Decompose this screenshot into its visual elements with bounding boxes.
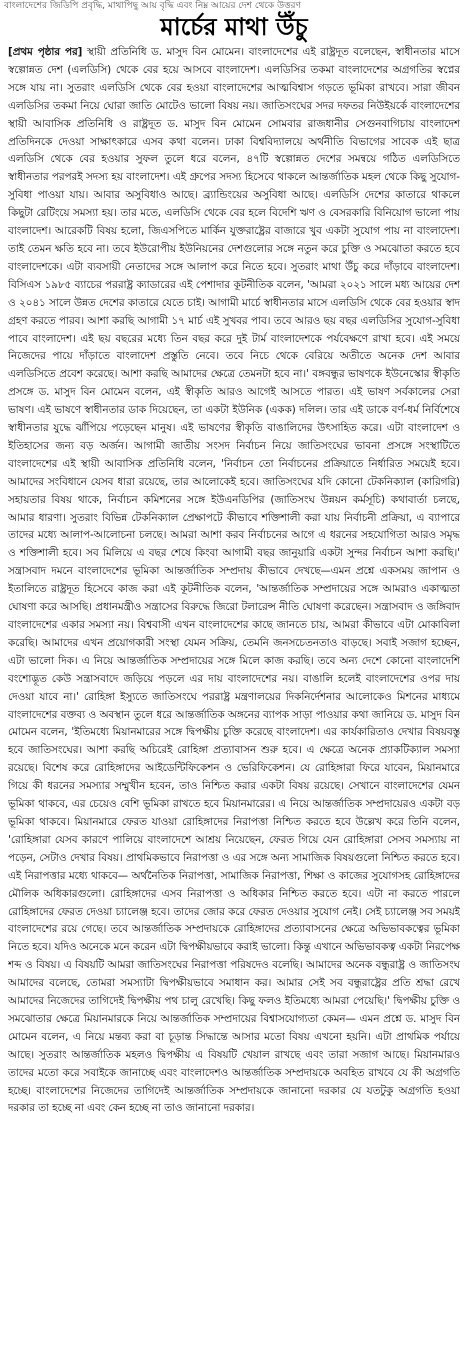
previous-column-text: বাংলাদেশের জিডিপি প্রবৃদ্ধি, মাথাপিছু আয় বৃদ্ধি এবং নিম্ন আয়ের দেশ থেকে উত্তরণ xyxy=(4,1,301,11)
article-headline: মার্চের মাথা উঁচু xyxy=(160,13,308,41)
page-continuation-tag: [প্রথম পৃষ্ঠার পর] xyxy=(8,46,83,58)
article-body xyxy=(8,44,460,1360)
article-paragraph xyxy=(8,44,460,1118)
article-body-text: স্থায়ী প্রতিনিধি ড. মাসুদ বিন মোমেন। বাংলাদেশের এই রাষ্ট্রদূত বলেছেন, স্বাধীনতার মাসে স্বল্পোন্নত দেশ (এলডিসি) থেকে বের হয়ে আসবে বাংলাদেশ। এলডিসির তকমা বাংলাদেশের অগ্রগতির স্বপ্নের সঙ্গে যায় না। সুতরাং এলডিসি থেকে বের হওয়া বাংলাদেশের আত্মবিশ্বাস গড়তে ভূমিকা রাখবে। সারা জীবন এলডিসির তকমা নিয়ে ঘোরা জাতি মোটেও ভালো বিষয় নয়। জাতিসংঘের সদর দফতর নিউইয়র্কে বাংলাদেশের স্থায়ী আবাসিক প্রতিনিধি ও রাষ্ট্রদূত ড. মাসুদ বিন মোমেন সোমবার রাজধানীর সেগুনবাগিচায় বাংলাদেশ প্রতিদিনকে দেওয়া সাক্ষাৎকারে এসব কথা বলেন। ঢাকা বিশ্ববিদ্যালয়ে অর্থনীতি বিভাগের সাবেক এই ছাত্র এলডিসি থেকে বের হওয়ার সুফল তুলে ধরে বলেন, ৪৭টি স্বল্পোন্নত দেশের সমন্বয়ে গঠিত এলডিসিতে স্বাধীনতার পরপরই সদস্য হয় বাংলাদেশ। এই গ্রুপের সদস্য হিসেবে থাকলে আন্তর্জাতিক মহল থেকে কিছু সুযোগ-সুবিধা পাওয়া যায়। আবার অসুবিধাও আছে। ব্র্যান্ডিংয়ের অসুবিধা আছে। এলডিসি দেশের কাতারে থাকলে কিছুটা রেটিংয়ে সমস্যা হয়। তার মতে, এলডিসি থেকে বের হলে বিদেশি ঋণ ও বেসরকারি বিনিয়োগ ভালো পায় বাংলাদেশ। আরেকটি বিষয় হলো, জিএসপিতে মার্কিন যুক্তরাষ্ট্রের বাজারে খুব একটা সুযোগ পায় না বাংলাদেশ। তাই তেমন ক্ষতি হবে না। তবে ইউরোপীয় ইউনিয়নের দেশগুলোর সঙ্গে নতুন করে চুক্তি ও সমঝোতা করতে হবে বাংলাদেশকে। এটা ব্যবসায়ী নেতাদের সঙ্গে আলাপ করে নিতে হবে। সুতরাং মাথা উঁচু করে দাঁড়াবে বাংলাদেশ। বিসিএস ১৯৮৫ ব্যাচের পররাষ্ট্র ক্যাডারের এই পেশাদার কূটনীতিক বলেন, 'আমরা ২০২১ সালে মধ্য আয়ের দেশ ও ২০৪১ সালে উন্নত দেশের কাতারে যেতে চাই। আগামী মার্চে স্বাধীনতার মাসে এলডিসি থেকে বের হওয়ার স্বাদ গ্রহণ করতে পারব। আশা করছি আগামী ১৭ মার্চ এই সুখবর পাব। তবে আরও ছয় বছর এলডিসির সুযোগ-সুবিধা পাবে বাংলাদেশ। এই ছয় বছরের মধ্যে তিন বছর করে দুই টার্ম বাংলাদেশকে পর্যবেক্ষণে রাখা হবে। এই সময়ে নিজেদের পায়ে দাঁড়াতে বাংলাদেশ প্রস্তুতি নেবে। তবে নিচে থেকে বেরিয়ে অতীতে অনেক দেশ আবার এলডিসিতে প্রবেশ করেছে। আশা করছি আমাদের ক্ষেত্রে তেমনটা হবে না।' বঙ্গবন্ধুর ভাষণকে ইউনেস্কোর স্বীকৃতি প্রসঙ্গে ড. মাসুদ বিন মোমেন বলেন, এই স্বীকৃতি আরও আগেই আসতে পারত। এই ভাষণ সর্বকালের সেরা ভাষণ। এই ভাষণে স্বাধীনতার ডাক দিয়েছেন, তা একটা ইউনিক (একক) দলিল। তার এই ডাকে বর্ণ-ধর্ম নির্বিশেষে স্বাধীনতার যুদ্ধে ঝাঁপিয়ে পড়েছেন মানুষ। এই ভাষণের স্বীকৃতি বাঙালিদের উৎসাহিত করে। এটা বাংলাদেশ ও ইতিহাসের জন্য বড় অর্জন। আগামী জাতীয় সংসদ নির্বাচন নিয়ে জাতিসংঘের ভাবনা প্রসঙ্গে সংস্থাটিতে বাংলাদেশের এই স্থায়ী আবাসিক প্রতিনিধি বলেন, 'নির্বাচন তো নির্বাচনের প্রক্রিয়াতে নির্ধারিত সময়েই হবে। আমাদের সংবিধানে যেসব ধারা রয়েছে, তার আলোকেই হবে। জাতিসংঘের যদি কোনো টেকনিক্যাল (কারিগরি) সহায়তার বিষয় থাকে, নির্বাচন কমিশনের সঙ্গে ইউএনডিপির (জাতিসংঘ উন্নয়ন কর্মসূচি) কথাবার্তা চলছে, আমার ধারণা। সুতরাং বিভিন্ন টেকনিক্যাল প্রেক্ষাপটে কীভাবে শক্তিশালী করা যায় নির্বাচনী প্রক্রিয়া, এ ব্যাপারে তাদের মধ্যে আলাপ-আলোচনা চলছে। আমরা আশা করব নির্বাচনের আগে এ ধরনের সহযোগিতা আরও সমৃদ্ধ ও শক্তিশালী হবে। সব মিলিয়ে এ বছর শেষে কিংবা আগামী বছর জানুয়ারি একটা সুন্দর নির্বাচন আশা করছি।' সন্ত্রাসবাদ দমনে বাংলাদেশের ভূমিকা আন্তর্জাতিক সম্প্রদায় কীভাবে দেখছে—এমন প্রশ্নে একসময় জাপান ও ইতালিতে রাষ্ট্রদূত হিসেবে কাজ করা এই কূটনীতিক বলেন, 'আন্তর্জাতিক সম্প্রদায়ের সঙ্গে আমরাও একাত্মতা ঘোষণা করে আসছি। প্রধানমন্ত্রীও সন্ত্রাসের বিরুদ্ধে জিরো টলারেন্স নীতি ঘোষণা করেছেন। সন্ত্রাসবাদ ও জঙ্গিবাদ বাংলাদেশের একার সমস্যা নয়। বিশ্ববাসী এখন বাংলাদেশের কাছে জানতে চায়, আমরা কীভাবে এটা মোকাবিলা করেছি। আমাদের এখন প্রয়োগকারী সংস্থা যেমন সক্রিয়, তেমনি জনসচেতনতাও বাড়ছে। সবাই সজাগ হচ্ছেন, এটা ভালো দিক। এ নিয়ে আন্তর্জাতিক সম্প্রদায়ের সঙ্গে মিলে কাজ করছি। তবে অন্য দেশে কোনো বাংলাদেশি বংশোদ্ভূত কেউ সন্ত্রাসবাদে জড়িয়ে পড়লে এর দায় বাংলাদেশের নয়। বাঙালি হলেই বাংলাদেশের ওপর দায় দেওয়া যাবে না।' রোহিঙ্গা ইস্যুতে জাতিসংঘে পররাষ্ট্র মন্ত্রণালয়ের দিকনির্দেশনার আলোকেও মিশনের মাধ্যমে বাংলাদেশের বক্তব্য ও অবস্থান তুলে ধরে আন্তর্জাতিক অঙ্গনের ব্যাপক সাড়া পাওয়ার কথা জানিয়ে ড. মাসুদ বিন মোমেন বলেন, 'ইতিমধ্যে মিয়ানমারের সঙ্গে দ্বিপক্ষীয় চুক্তি করেছে বাংলাদেশ। এর কার্যকারিতাও দেখার বিষয়বস্তু হবে জাতিসংঘের। আশা করছি অচিরেই রোহিঙ্গা প্রত্যাবাসন শুরু হবে। এ ক্ষেত্রে অনেক প্র্যাকটিক্যাল সমস্যা রয়েছে। বিশেষ করে রোহিঙ্গাদের আইডেন্টিফিকেশন ও ভেরিফিকেশন। যে রোহিঙ্গারা ফিরে যাবেন, মিয়ানমারে গিয়ে কী ধরনের সমস্যার সম্মুখীন হবেন, তাও নিশ্চিত করার একটা বিষয় রয়েছে। সেখানে বাংলাদেশের যেমন ভূমিকা থাকবে, এর চেয়েও বেশি ভূমিকা রাখতে হবে মিয়ানমারের। এ নিয়ে আন্তর্জাতিক সম্প্রদায়েরও একটা বড় ভূমিকা থাকবে। মিয়ানমারে ফেরত যাওয়া রোহিঙ্গাদের নিরাপত্তা নিশ্চিত করতে হবে উল্লেখ করে তিনি বলেন, 'রোহিঙ্গারা যেসব কারণে পালিয়ে বাংলাদেশে আশ্রয় নিয়েছেন, ফেরত গিয়ে যেন রোহিঙ্গারা সেসব সমস্যায় না পড়েন, সেটাও দেখার বিষয়। প্রাথমিকভাবে নিরাপত্তা ও এর সঙ্গে অন্য সামাজিক বিষয়গুলো নিশ্চিত করতে হবে। এই নিরাপত্তার মধ্যে থাকবে— অর্থনৈতিক নিরাপত্তা, সামাজিক নিরাপত্তা, শিক্ষা ও কাজের সুযোগসহ রোহিঙ্গাদের মৌলিক অধিকারগুলো। রোহিঙ্গাদের এসব নিরাপত্তা ও অধিকার নিশ্চিত করতে হবে। এটা না করতে পারলে রোহিঙ্গাদের ফেরত দেওয়া চ্যালেঞ্জ হবে। তাদের জোর করে ফেরত দেওয়ার সুযোগ নেই। সেই চ্যালেঞ্জ সব সময়ই বাংলাদেশের রয়ে গেছে। তবে আন্তর্জাতিক সম্প্রদায়কে রোহিঙ্গাদের প্রত্যাবাসনের ক্ষেত্রে অভিভাবকত্বের ভূমিকা নিতে হবে। যদিও অনেকে মনে করেন এটা দ্বিপক্ষীয়ভাবে করাই ভালো। কিন্তু এখানে অভিভাবকত্ব একটা নিরপেক্ষ শব্দ ও বিষয়। এ বিষয়টি আমরা জাতিসংঘের নিরাপত্তা পরিষদেও বলেছি। আমাদের অনেক বন্ধুরাষ্ট্র ও জাতিসংঘ আমাদের বলেছে, তোমরা সমস্যাটা দ্বিপক্ষীয়ভাবে সমাধান কর। আমার সেই সব বন্ধুরাষ্ট্রের প্রতি শ্রদ্ধা রেখে আমাদের নিজেদের তাগিদেই দ্বিপক্ষীয় পথ চালু রেখেছি। কিছু ফলও ইতিমধ্যে আমরা পেয়েছি।' দ্বিপক্ষীয় চুক্তি ও সমঝোতার ক্ষেত্রে মিয়ানমারকে নিয়ে আন্তর্জাতিক সম্প্রদায়ের বিশ্বাসযোগ্যতা কেমন— এমন প্রশ্নে ড. মাসুদ বিন মোমেন বলেন, এ নিয়ে মন্তব্য করা বা চূড়ান্ত সিদ্ধান্তে আসার মতো বিষয় এখনো হয়নি। এটা প্রাথমিক পর্যায়ে আছে। সুতরাং আন্তর্জাতিক মহলও দ্বিপক্ষীয় এ বিষয়টি খেয়াল রাখছে এবং তারা সজাগ আছে। মিয়ানমারও তাদের মতো করে সবাইকে জানাচ্ছে এবং বাংলাদেশও আন্তর্জাতিক সম্প্রদায়কে অবহিত রাখবে যে কী অগ্রগতি হচ্ছে। বাংলাদেশের নিজেদের তাগিদেই আন্তর্জাতিক সম্প্রদায়কে জানানো দরকার যে যতটুকু অগ্রগতি হওয়া দরকার তা হচ্ছে না এবং কেন হচ্ছে না তাও জানানো দরকার। xyxy=(8,46,460,1115)
